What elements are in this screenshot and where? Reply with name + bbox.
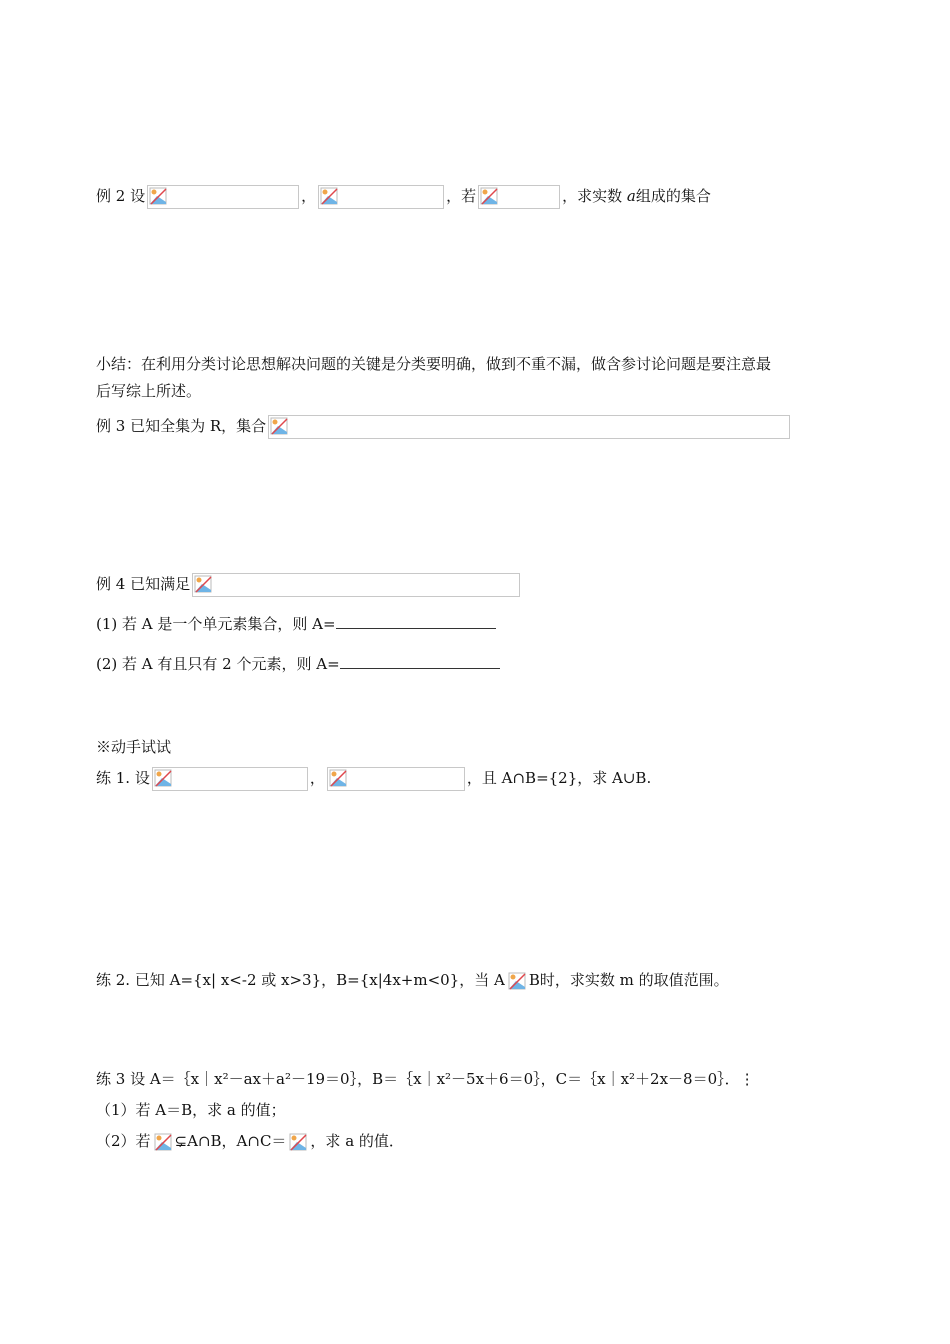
practice-1: 练 1. 设 ， ，且 A∩B={2}，求 A∪B. [96,767,651,791]
broken-image-icon [153,1132,173,1152]
broken-image-icon [288,1132,308,1152]
broken-image-icon [147,185,299,209]
broken-image-icon [268,415,790,439]
broken-image-icon [318,185,444,209]
summary-line-1: 小结：在利用分类讨论思想解决问题的关键是分类要明确，做到不重不漏，做含参讨论问题是要注意最 [96,355,772,373]
example-2-prefix: 例 2 设 [96,187,146,205]
example-2: 例 2 设 ， ，若 ，求实数 a组成的集合 [96,185,711,209]
broken-image-icon [152,767,308,791]
broken-image-icon [478,185,560,209]
practice-2: 练 2. 已知 A={x| x<-2 或 x>3}，B={x|4x+m<0}，当 A B时，求实数 m 的取值范围。 [96,971,729,989]
example-4: 例 4 已知满足 [96,573,522,597]
answer-blank[interactable] [336,614,496,629]
example-4-question-1: (1) 若 A 是一个单元素集合，则 A= [96,613,496,635]
broken-image-icon [327,767,465,791]
example-4-question-2: (2) 若 A 有且只有 2 个元素，则 A= [96,653,500,675]
broken-image-icon [192,573,520,597]
example-3: 例 3 已知全集为 R，集合 [96,415,792,439]
broken-image-icon [507,971,527,991]
practice-heading: ※动手试试 [96,738,172,756]
practice-3-question-2: （2）若 ⊊A∩B，A∩C＝ ，求 a 的值． [96,1132,404,1150]
answer-blank[interactable] [340,654,500,669]
summary-line-2: 后写综上所述。 [96,382,202,400]
practice-3: 练 3 设 A＝｛x｜x²－ax＋a²－19＝0｝，B＝｛x｜x²－5x＋6＝0｝，C＝｛x｜x²＋2x－8＝0｝．⋮ [96,1070,755,1088]
practice-3-question-1: （1）若 A＝B，求 a 的值； [96,1101,286,1119]
